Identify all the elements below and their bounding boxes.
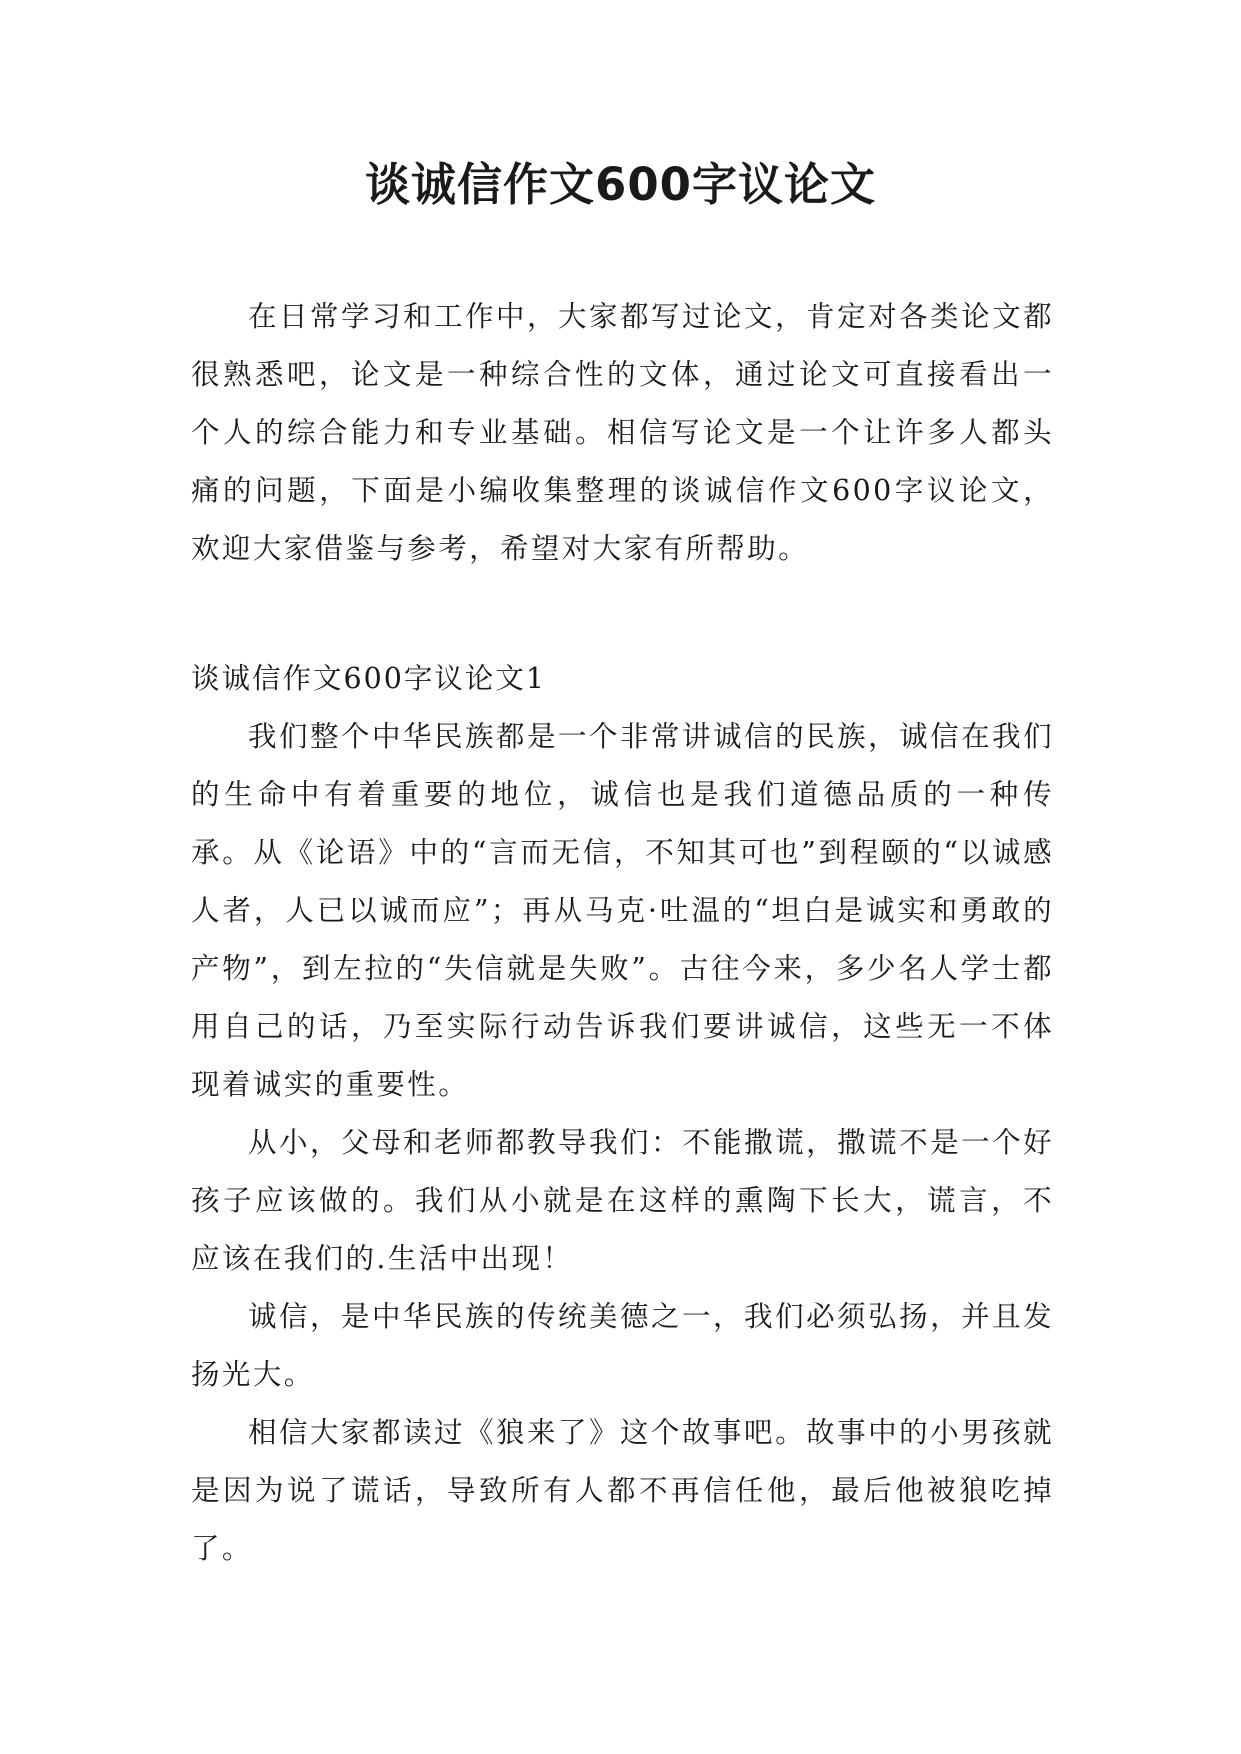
body-paragraph-2: 从小，父母和老师都教导我们：不能撒谎，撒谎不是一个好孩子应该做的。我们从小就是在这样的熏陶下长大，谎言，不应该在我们的.生活中出现！ bbox=[191, 1126, 1054, 1275]
body-paragraph-3: 诚信，是中华民族的传统美德之一，我们必须弘扬，并且发扬光大。 bbox=[191, 1300, 1054, 1391]
body-paragraph-1: 我们整个中华民族都是一个非常讲诚信的民族，诚信在我们的生命中有着重要的地位，诚信也是我们道德品质的一种传承。从《论语》中的“言而无信，不知其可也”到程颐的“以诚感人者，人已以诚而应”；再从马克·吐温的“坦白是诚实和勇敢的产物”，到左拉的“失信就是失败”。古往今来，多少名人学士都用自己的话，乃至实际行动告诉我们要讲诚信，这些无一不体现着诚实的重要性。 bbox=[191, 720, 1054, 1101]
section-heading: 谈诚信作文600字议论文1 bbox=[191, 662, 547, 695]
document-title: 谈诚信作文600字议论文 bbox=[365, 158, 876, 211]
body-paragraph-4: 相信大家都读过《狼来了》这个故事吧。故事中的小男孩就是因为说了谎话，导致所有人都不再信任他，最后他被狼吃掉了。 bbox=[191, 1416, 1054, 1565]
section-spacer bbox=[191, 578, 1054, 650]
document-body bbox=[191, 288, 1054, 1578]
intro-paragraph: 在日常学习和工作中，大家都写过论文，肯定对各类论文都很熟悉吧，论文是一种综合性的文体，通过论文可直接看出一个人的综合能力和专业基础。相信写论文是一个让许多人都头痛的问题，下面是小编收集整理的谈诚信作文600字议论文，欢迎大家借鉴与参考，希望对大家有所帮助。 bbox=[191, 300, 1054, 565]
